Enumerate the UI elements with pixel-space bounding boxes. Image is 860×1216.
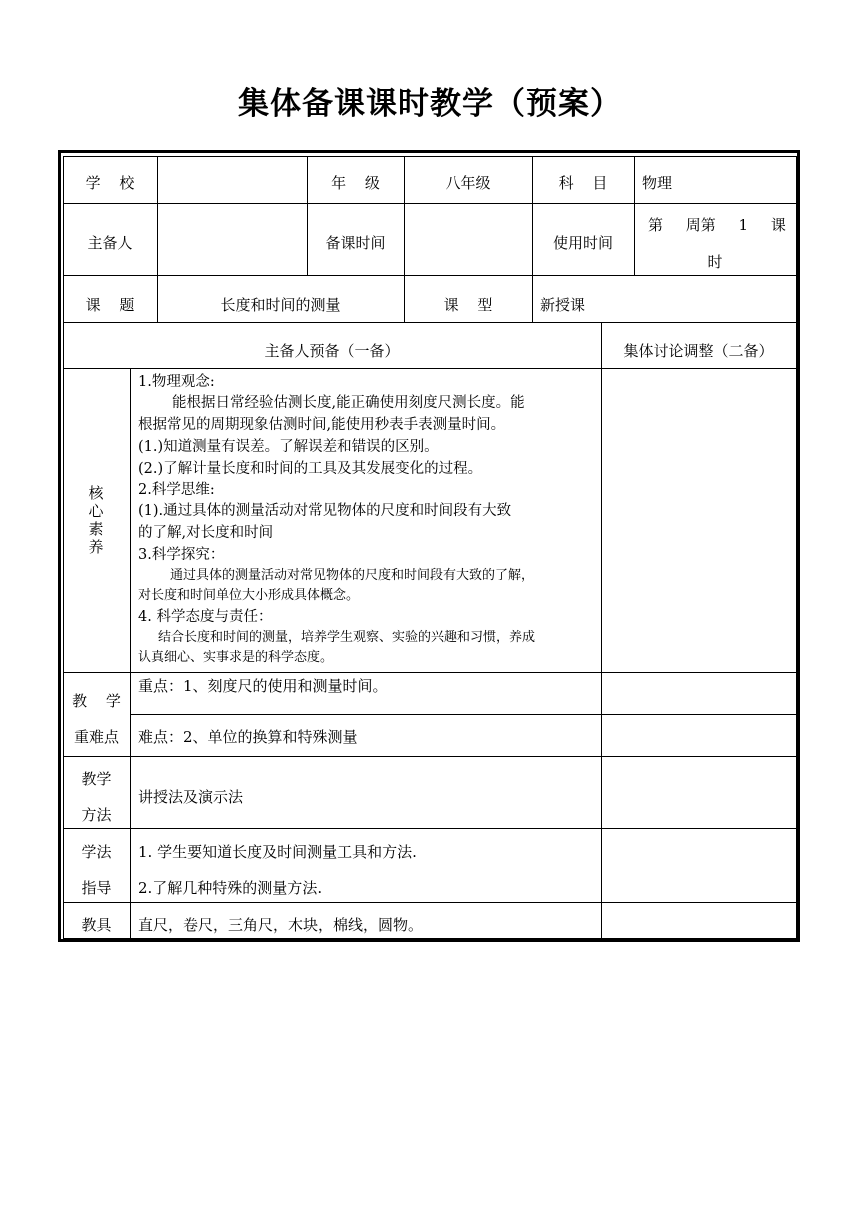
core-line: 1.物理观念: [138, 374, 215, 390]
tools-label: 教具 [81, 916, 112, 934]
row-divider [63, 902, 797, 903]
row-divider [63, 672, 797, 673]
core-label-char: 养 [88, 538, 104, 556]
section-header-group-discussion: 集体讨论调整（二备） [623, 342, 774, 360]
core-line: 对长度和时间单位大小形成具体概念。 [138, 588, 360, 603]
row-divider [63, 368, 797, 369]
key-difficulty[interactable]: 难点：2、单位的换算和特殊测量 [138, 728, 358, 746]
use-time-value-line2: 时 [707, 253, 723, 271]
row-divider [63, 203, 797, 204]
table-border-right [796, 156, 797, 939]
core-line: (1.)知道测量有误差。了解误差和错误的区别。 [138, 439, 439, 455]
method-label-line1: 教学 [81, 770, 112, 788]
type-value[interactable]: 新授课 [540, 296, 586, 314]
core-line: (1).通过具体的测量活动对常见物体的尺度和时间段有大致 [138, 503, 512, 519]
core-line: 通过具体的测量活动对常见物体的尺度和时间段有大致的了解， [170, 568, 535, 583]
tools-value[interactable]: 直尺，卷尺，三角尺，木块，棉线，圆物。 [138, 916, 424, 934]
school-label: 学 校 [85, 174, 135, 192]
guide-line1[interactable]: 1. 学生要知道长度及时间测量工具和方法. [138, 843, 417, 861]
key-points-label-line1: 教 学 [72, 692, 121, 710]
guide-line2[interactable]: 2.了解几种特殊的测量方法. [138, 879, 323, 897]
topic-value[interactable]: 长度和时间的测量 [220, 296, 341, 314]
core-line: 2.科学思维: [138, 482, 215, 498]
key-points-label-line2: 重难点 [73, 728, 119, 746]
method-value[interactable]: 讲授法及演示法 [138, 788, 244, 806]
grade-value[interactable]: 八年级 [445, 174, 491, 192]
core-line: 能根据日常经验估测长度,能正确使用刻度尺测长度。能 [172, 395, 525, 411]
core-line: 根据常见的周期现象估测时间,能使用秒表手表测量时间。 [138, 417, 506, 433]
guide-label-line1: 学法 [81, 843, 112, 861]
use-time-value-line1[interactable]: 第 周第 1 课 [648, 216, 786, 234]
guide-label-line2: 指导 [81, 879, 112, 897]
col-divider [130, 368, 131, 939]
type-label: 课 型 [443, 296, 493, 314]
core-line: 的了解,对长度和时间 [138, 525, 274, 541]
col-divider [601, 322, 602, 939]
core-line: (2.)了解计量长度和时间的工具及其发展变化的过程。 [138, 461, 483, 477]
row-divider [63, 756, 797, 757]
row-divider [63, 275, 797, 276]
subject-label: 科 目 [558, 174, 608, 192]
page-title: 集体备课课时教学（预案） [238, 86, 622, 122]
core-literacy-label [82, 484, 110, 556]
core-line: 认真细心、实事求是的科学态度。 [138, 650, 334, 665]
grade-label: 年 级 [331, 174, 380, 192]
prep-time-label: 备课时间 [325, 234, 386, 252]
core-literacy-content[interactable] [138, 372, 600, 668]
table-border-top [63, 156, 797, 157]
method-label-line2: 方法 [81, 806, 112, 824]
core-label-char: 核 [88, 484, 104, 502]
subject-value[interactable]: 物理 [642, 174, 673, 192]
section-header-first-prep: 主备人预备（一备） [264, 342, 400, 360]
preparer-label: 主备人 [87, 234, 133, 252]
row-divider [63, 828, 797, 829]
key-focus[interactable]: 重点：1、刻度尺的使用和测量时间。 [138, 677, 388, 695]
use-time-label: 使用时间 [552, 234, 613, 252]
core-line: 结合长度和时间的测量，培养学生观察、实验的兴趣和习惯，养成 [158, 630, 536, 645]
core-line: 3.科学探究： [138, 547, 225, 563]
table-border-bottom [63, 938, 797, 939]
row-divider [63, 322, 797, 323]
row-divider [130, 714, 797, 715]
topic-label: 课 题 [85, 296, 135, 314]
core-line: 4. 科学态度与责任： [138, 609, 273, 625]
core-label-char: 心 [88, 502, 104, 520]
core-label-char: 素 [88, 520, 104, 538]
